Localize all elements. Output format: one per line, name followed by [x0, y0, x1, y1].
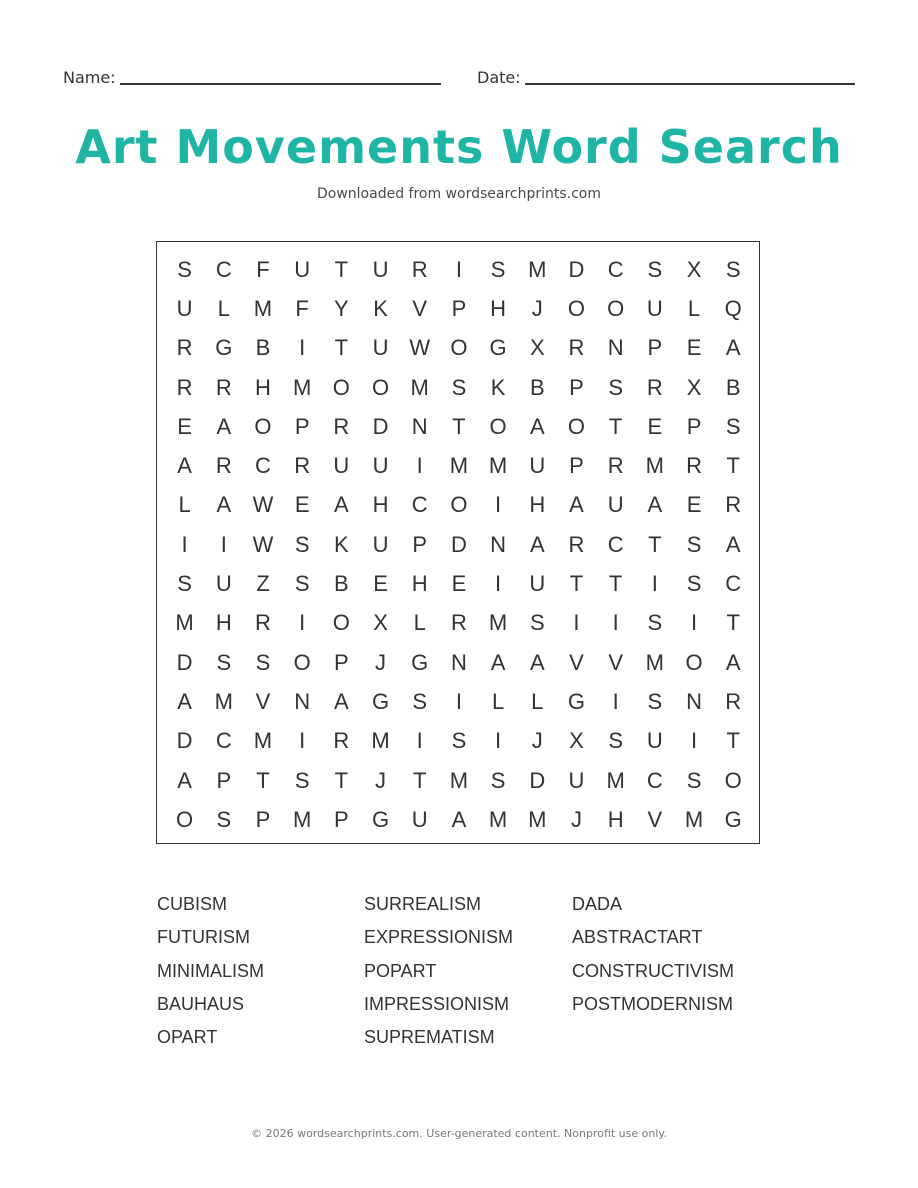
grid-letter: R: [294, 453, 311, 479]
grid-letter: U: [529, 571, 546, 597]
grid-letter: C: [215, 256, 232, 282]
grid-letter: V: [647, 806, 663, 832]
grid-letter: G: [489, 335, 507, 361]
grid-letter: U: [646, 295, 663, 321]
grid-letter: P: [451, 295, 467, 321]
word-list-item: SUPREMATISM: [364, 1027, 495, 1048]
grid-letter: R: [215, 453, 232, 479]
grid-letter: R: [686, 453, 702, 479]
grid-letter: H: [255, 374, 271, 400]
word-list-item: BAUHAUS: [157, 993, 245, 1014]
grid-letter: I: [495, 728, 502, 754]
grid-letter: M: [410, 374, 429, 400]
grid-letter: Y: [334, 295, 349, 321]
grid-letter: M: [253, 728, 273, 754]
grid-letter: M: [645, 453, 664, 479]
grid-letter: I: [299, 610, 306, 636]
grid-letter: T: [256, 767, 270, 793]
grid-letter: T: [726, 453, 740, 479]
grid-letter: S: [412, 688, 428, 714]
grid-letter: L: [217, 295, 230, 321]
grid-letter: S: [490, 256, 506, 282]
grid-letter: P: [686, 413, 702, 439]
grid-letter: N: [294, 688, 311, 714]
word-list-item: OPART: [157, 1027, 218, 1048]
grid-letter: I: [573, 610, 580, 636]
grid-letter: Z: [256, 571, 270, 597]
name-field-line[interactable]: [120, 83, 441, 85]
grid-letter: M: [488, 610, 508, 636]
grid-letter: U: [176, 295, 193, 321]
grid-letter: S: [725, 413, 741, 439]
word-list-item: POPART: [364, 960, 437, 981]
grid-letter: T: [608, 571, 623, 597]
grid-letter: O: [332, 374, 350, 400]
letter-grid: [165, 250, 753, 840]
grid-letter: M: [175, 610, 194, 636]
grid-letter: S: [294, 531, 310, 557]
grid-letter: H: [607, 806, 624, 832]
grid-letter: U: [215, 571, 232, 597]
grid-letter: R: [568, 335, 585, 361]
grid-letter: S: [647, 256, 663, 282]
grid-letter: U: [372, 256, 389, 282]
grid-letter: G: [567, 688, 586, 714]
word-list-item: FUTURISM: [157, 927, 250, 948]
grid-letter: C: [607, 531, 624, 557]
grid-letter: R: [646, 374, 663, 400]
grid-letter: E: [451, 571, 467, 597]
grid-letter: I: [299, 728, 306, 754]
word-list-item: CUBISM: [157, 894, 228, 914]
footer: © 2026 wordsearchprints.com. User-generated content. Nonprofit use only.: [251, 1127, 667, 1140]
grid-letter: L: [178, 492, 191, 518]
grid-letter: C: [255, 453, 271, 479]
grid-letter: T: [569, 571, 584, 597]
grid-letter: U: [646, 728, 663, 754]
grid-letter: A: [334, 688, 349, 714]
grid-letter: W: [409, 335, 431, 361]
grid-letter: X: [569, 728, 584, 754]
grid-letter: T: [334, 767, 349, 793]
grid-letter: A: [725, 335, 741, 361]
grid-letter: D: [176, 649, 193, 675]
grid-letter: P: [412, 531, 428, 557]
grid-letter: U: [529, 453, 546, 479]
grid-letter: A: [216, 492, 232, 518]
word-search-grid-box: [156, 241, 760, 844]
grid-letter: A: [177, 453, 192, 479]
grid-letter: E: [373, 571, 388, 597]
grid-letter: U: [411, 806, 428, 832]
grid-letter: M: [488, 453, 508, 479]
grid-letter: X: [529, 335, 545, 361]
grid-letter: J: [570, 806, 582, 832]
grid-letter: P: [216, 767, 232, 793]
grid-letter: N: [411, 413, 428, 439]
grid-letter: O: [567, 413, 586, 439]
grid-letter: S: [647, 688, 663, 714]
grid-letter: U: [372, 531, 389, 557]
word-column: [364, 891, 564, 1057]
grid-letter: D: [568, 256, 585, 282]
grid-letter: F: [295, 295, 309, 321]
grid-letter: H: [529, 492, 546, 518]
grid-letter: C: [725, 571, 742, 597]
grid-letter: A: [451, 806, 467, 832]
grid-letter: I: [495, 571, 502, 597]
grid-letter: J: [375, 649, 387, 675]
grid-letter: K: [490, 374, 506, 400]
grid-letter: G: [724, 806, 742, 832]
grid-letter: M: [645, 649, 664, 675]
grid-letter: C: [646, 767, 663, 793]
grid-letter: R: [176, 335, 193, 361]
grid-letter: N: [686, 688, 702, 714]
grid-letter: P: [647, 335, 663, 361]
grid-letter: K: [334, 531, 349, 557]
grid-letter: P: [255, 806, 271, 832]
grid-letter: B: [334, 571, 349, 597]
grid-letter: L: [687, 295, 701, 321]
grid-letter: R: [568, 531, 585, 557]
grid-letter: R: [450, 610, 467, 636]
grid-letter: R: [255, 610, 271, 636]
grid-letter: I: [416, 728, 423, 754]
grid-letter: B: [529, 374, 545, 400]
grid-letter: C: [411, 492, 428, 518]
grid-letter: O: [293, 649, 311, 675]
grid-letter: I: [181, 531, 188, 557]
grid-letter: E: [177, 413, 192, 439]
grid-letter: G: [371, 806, 390, 832]
word-list-item: DADA: [572, 894, 623, 914]
grid-letter: O: [685, 649, 703, 675]
grid-letter: H: [215, 610, 232, 636]
grid-letter: E: [647, 413, 663, 439]
grid-letter: A: [177, 688, 192, 714]
page-title: Art Movements Word Search: [75, 120, 843, 174]
grid-letter: I: [299, 335, 306, 361]
grid-letter: R: [725, 688, 742, 714]
grid-letter: S: [177, 571, 192, 597]
grid-letter: P: [294, 413, 310, 439]
grid-letter: A: [529, 649, 545, 675]
grid-letter: I: [220, 531, 227, 557]
subtitle: Downloaded from wordsearchprints.com: [316, 186, 602, 202]
grid-letter: V: [569, 649, 584, 675]
grid-letter: U: [333, 453, 350, 479]
grid-letter: R: [215, 374, 232, 400]
grid-letter: O: [332, 610, 350, 636]
grid-letter: S: [216, 806, 232, 832]
grid-letter: M: [528, 806, 547, 832]
grid-letter: D: [529, 767, 546, 793]
grid-letter: M: [371, 728, 390, 754]
grid-letter: R: [333, 413, 350, 439]
grid-letter: P: [334, 806, 349, 832]
word-list-item: MINIMALISM: [157, 960, 265, 981]
grid-letter: C: [215, 728, 232, 754]
grid-letter: J: [375, 767, 387, 793]
grid-letter: L: [491, 688, 505, 714]
grid-letter: I: [455, 688, 462, 714]
grid-letter: A: [334, 492, 349, 518]
grid-letter: A: [216, 413, 232, 439]
grid-letter: M: [684, 806, 704, 832]
grid-letter: T: [412, 767, 427, 793]
grid-letter: O: [176, 806, 194, 832]
grid-letter: X: [686, 256, 702, 282]
grid-letter: J: [531, 728, 543, 754]
word-list: [157, 891, 777, 1061]
grid-letter: O: [450, 335, 468, 361]
grid-letter: I: [690, 610, 698, 636]
grid-letter: E: [686, 335, 702, 361]
grid-letter: S: [725, 256, 741, 282]
grid-letter: S: [451, 728, 467, 754]
grid-letter: S: [529, 610, 545, 636]
grid-letter: B: [725, 374, 741, 400]
grid-letter: S: [608, 728, 623, 754]
grid-letter: S: [177, 256, 192, 282]
grid-letter: S: [647, 610, 663, 636]
date-field-line[interactable]: [525, 83, 855, 85]
grid-letter: K: [373, 295, 388, 321]
grid-letter: S: [255, 649, 271, 675]
grid-letter: C: [607, 256, 624, 282]
grid-letter: S: [686, 767, 702, 793]
grid-letter: H: [372, 492, 389, 518]
grid-letter: I: [651, 571, 658, 597]
grid-letter: R: [607, 453, 624, 479]
grid-letter: L: [531, 688, 544, 714]
grid-letter: M: [449, 767, 469, 793]
grid-letter: R: [725, 492, 742, 518]
date-label: Date:: [477, 68, 521, 87]
grid-letter: W: [252, 492, 274, 518]
grid-letter: A: [725, 649, 741, 675]
grid-letter: S: [608, 374, 623, 400]
grid-letter: T: [334, 335, 349, 361]
word-list-item: POSTMODERNISM: [572, 993, 734, 1014]
grid-letter: U: [372, 335, 389, 361]
grid-letter: D: [176, 728, 193, 754]
grid-letter: O: [724, 767, 742, 793]
grid-letter: T: [452, 413, 466, 439]
grid-letter: I: [416, 453, 423, 479]
grid-letter: U: [568, 767, 585, 793]
grid-letter: M: [292, 374, 312, 400]
word-column: [157, 891, 357, 1057]
grid-letter: E: [294, 492, 310, 518]
grid-letter: A: [529, 413, 545, 439]
grid-letter: O: [450, 492, 468, 518]
word-list-item: IMPRESSIONISM: [364, 993, 510, 1014]
grid-letter: Q: [724, 295, 742, 321]
grid-letter: A: [569, 492, 584, 518]
grid-letter: G: [411, 649, 429, 675]
grid-letter: T: [726, 610, 740, 636]
grid-letter: V: [412, 295, 428, 321]
grid-letter: T: [648, 531, 662, 557]
grid-letter: T: [726, 728, 740, 754]
grid-letter: S: [294, 767, 310, 793]
word-list-item: ABSTRACTART: [572, 927, 703, 948]
grid-letter: J: [531, 295, 543, 321]
grid-letter: R: [176, 374, 193, 400]
grid-letter: M: [253, 295, 273, 321]
name-label: Name:: [63, 68, 116, 87]
grid-letter: W: [252, 531, 274, 557]
grid-letter: A: [647, 492, 663, 518]
grid-letter: A: [529, 531, 545, 557]
grid-letter: R: [333, 728, 350, 754]
grid-letter: T: [334, 256, 349, 282]
grid-letter: S: [294, 571, 310, 597]
grid-letter: S: [451, 374, 467, 400]
grid-letter: U: [294, 256, 311, 282]
grid-letter: I: [495, 492, 502, 518]
grid-letter: D: [450, 531, 467, 557]
grid-letter: N: [450, 649, 467, 675]
grid-letter: S: [490, 767, 506, 793]
grid-letter: O: [254, 413, 272, 439]
grid-letter: O: [371, 374, 390, 400]
grid-letter: N: [490, 531, 507, 557]
grid-letter: X: [686, 374, 702, 400]
grid-letter: A: [490, 649, 506, 675]
grid-letter: O: [607, 295, 625, 321]
grid-letter: I: [455, 256, 462, 282]
word-list-item: EXPRESSIONISM: [364, 927, 514, 948]
grid-letter: I: [690, 728, 698, 754]
grid-letter: T: [608, 413, 623, 439]
grid-letter: M: [449, 453, 469, 479]
grid-letter: G: [215, 335, 233, 361]
grid-letter: V: [608, 649, 623, 675]
grid-letter: M: [488, 806, 508, 832]
grid-letter: A: [725, 531, 741, 557]
grid-letter: P: [569, 374, 584, 400]
word-column: [572, 891, 772, 1024]
grid-letter: L: [413, 610, 426, 636]
grid-letter: D: [372, 413, 389, 439]
grid-letter: O: [489, 413, 507, 439]
grid-letter: I: [612, 688, 619, 714]
name-date-row: [63, 66, 855, 90]
grid-letter: M: [292, 806, 312, 832]
grid-letter: B: [255, 335, 271, 361]
grid-letter: E: [686, 492, 702, 518]
grid-letter: I: [612, 610, 619, 636]
grid-letter: H: [490, 295, 507, 321]
grid-letter: U: [372, 453, 389, 479]
grid-letter: N: [607, 335, 624, 361]
grid-letter: X: [373, 610, 388, 636]
grid-letter: U: [607, 492, 624, 518]
grid-letter: P: [569, 453, 584, 479]
grid-letter: M: [214, 688, 233, 714]
grid-letter: H: [411, 571, 428, 597]
grid-letter: M: [528, 256, 547, 282]
grid-letter: O: [567, 295, 586, 321]
grid-letter: V: [255, 688, 271, 714]
grid-letter: F: [256, 256, 270, 282]
grid-letter: A: [177, 767, 192, 793]
grid-letter: S: [686, 571, 702, 597]
grid-letter: S: [216, 649, 232, 675]
grid-letter: G: [371, 688, 390, 714]
grid-letter: R: [411, 256, 428, 282]
grid-letter: S: [686, 531, 702, 557]
grid-letter: P: [334, 649, 349, 675]
word-list-item: SURREALISM: [364, 894, 482, 914]
grid-letter: M: [606, 767, 625, 793]
word-list-item: CONSTRUCTIVISM: [572, 960, 734, 981]
